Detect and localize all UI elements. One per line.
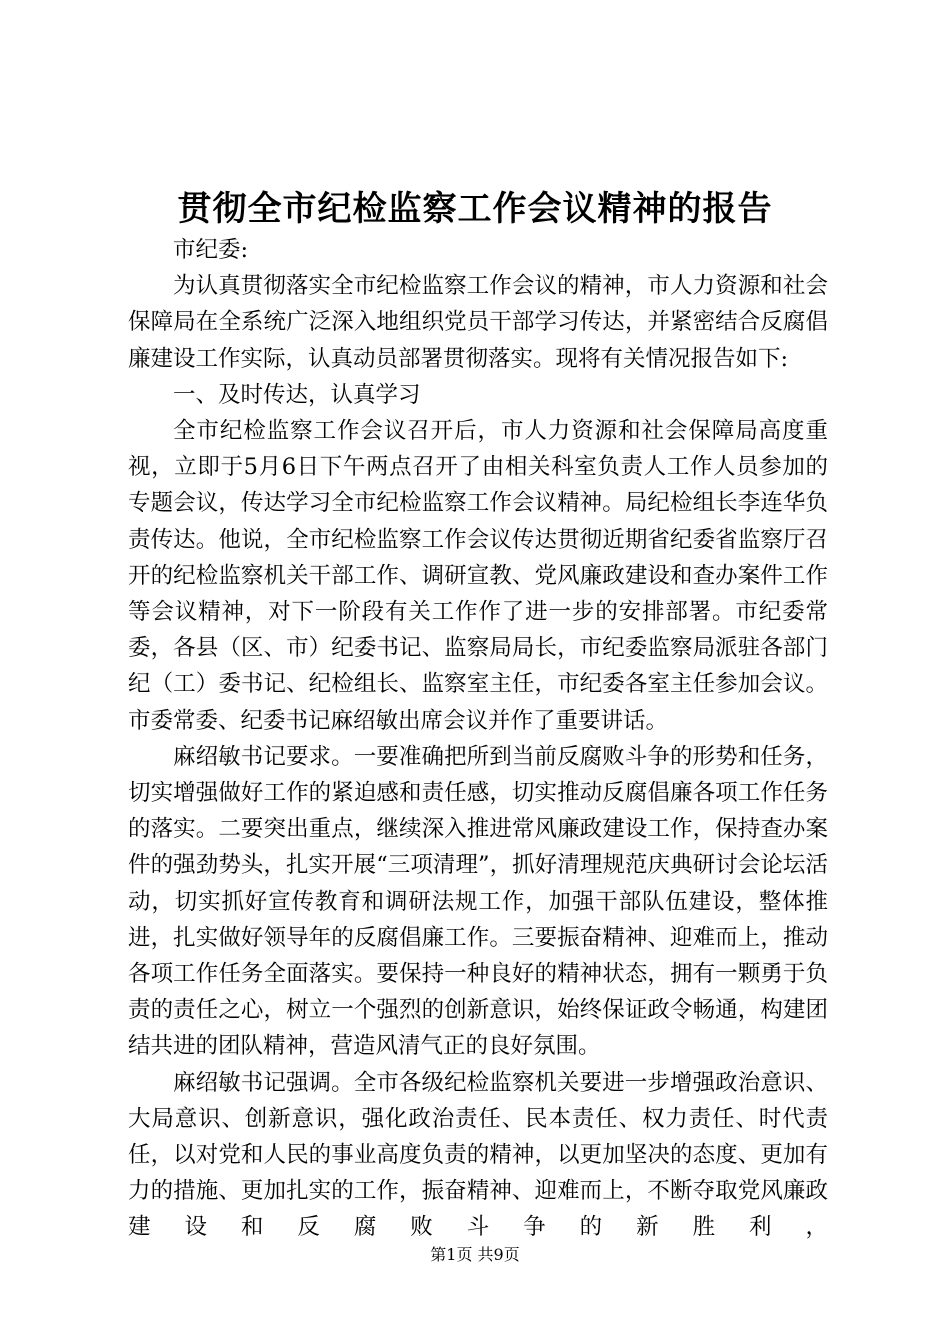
salutation: 市纪委: bbox=[173, 237, 249, 263]
document-body bbox=[128, 232, 828, 1246]
paragraph-requirements: 麻绍敏书记要求。一要准确把所到当前反腐败斗争的形势和任务，切实增强做好工作的紧迫感和责任感，切实推动反腐倡廉各项工作任务的落实。二要突出重点，继续深入推进常风廉政建设工作，保持查办案件的强劲势头，扎实开展“三项清理”，抓好清理规范庆典研讨会论坛活动，切实抓好宣传教育和调研法规工作，加强干部队伍建设，整体推进，扎实做好领导年的反腐倡廉工作。三要振奋精神、迎难而上，推动各项工作任务全面落实。要保持一种良好的精神状态，拥有一颗勇于负责的责任之心，树立一个强烈的创新意识，始终保证政令畅通，构建团结共进的团队精神，营造风清气正的良好氛围。 bbox=[128, 743, 828, 1060]
paragraph-meeting: 全市纪检监察工作会议召开后，市人力资源和社会保障局高度重视，立即于5月6日下午两点召开了由相关科室负责人工作人员参加的专题会议，传达学习全市纪检监察工作会议精神。局纪检组长李连华负责传达。他说，全市纪检监察工作会议传达贯彻近期省纪委省监察厅召开的纪检监察机关干部工作、调研宣教、党风廉政建设和查办案件工作等会议精神，对下一阶段有关工作作了进一步的安排部署。市纪委常委，各县（区、市）纪委书记、监察局局长，市纪委监察局派驻各部门纪（工）委书记、纪检组长、监察室主任，市纪委各室主任参加会议。市委常委、纪委书记麻绍敏出席会议并作了重要讲话。 bbox=[128, 418, 828, 734]
document-title: 贯彻全市纪检监察工作会议精神的报告 bbox=[177, 189, 773, 229]
section-heading: 一、及时传达，认真学习 bbox=[173, 381, 421, 408]
paragraph-emphasis: 麻绍敏书记强调。全市各级纪检监察机关要进一步增强政治意识、大局意识、创新意识，强化政治责任、民本责任、权力责任、时代责任，以对党和人民的事业高度负责的精神，以更加坚决的态度、更加有力的措施、更加扎实的工作，振奋精神、迎难而上，不断夺取党风廉政建设和反腐败斗争的新胜利， bbox=[128, 1069, 828, 1241]
paragraph-intro: 为认真贯彻落实全市纪检监察工作会议的精神，市人力资源和社会保障局在全系统广泛深入地组织党员干部学习传达，并紧密结合反腐倡廉建设工作实际，认真动员部署贯彻落实。现将有关情况报告如下: bbox=[128, 273, 828, 372]
page-number: 第1页 共9页 bbox=[430, 1245, 520, 1264]
page-footer bbox=[0, 1244, 950, 1266]
